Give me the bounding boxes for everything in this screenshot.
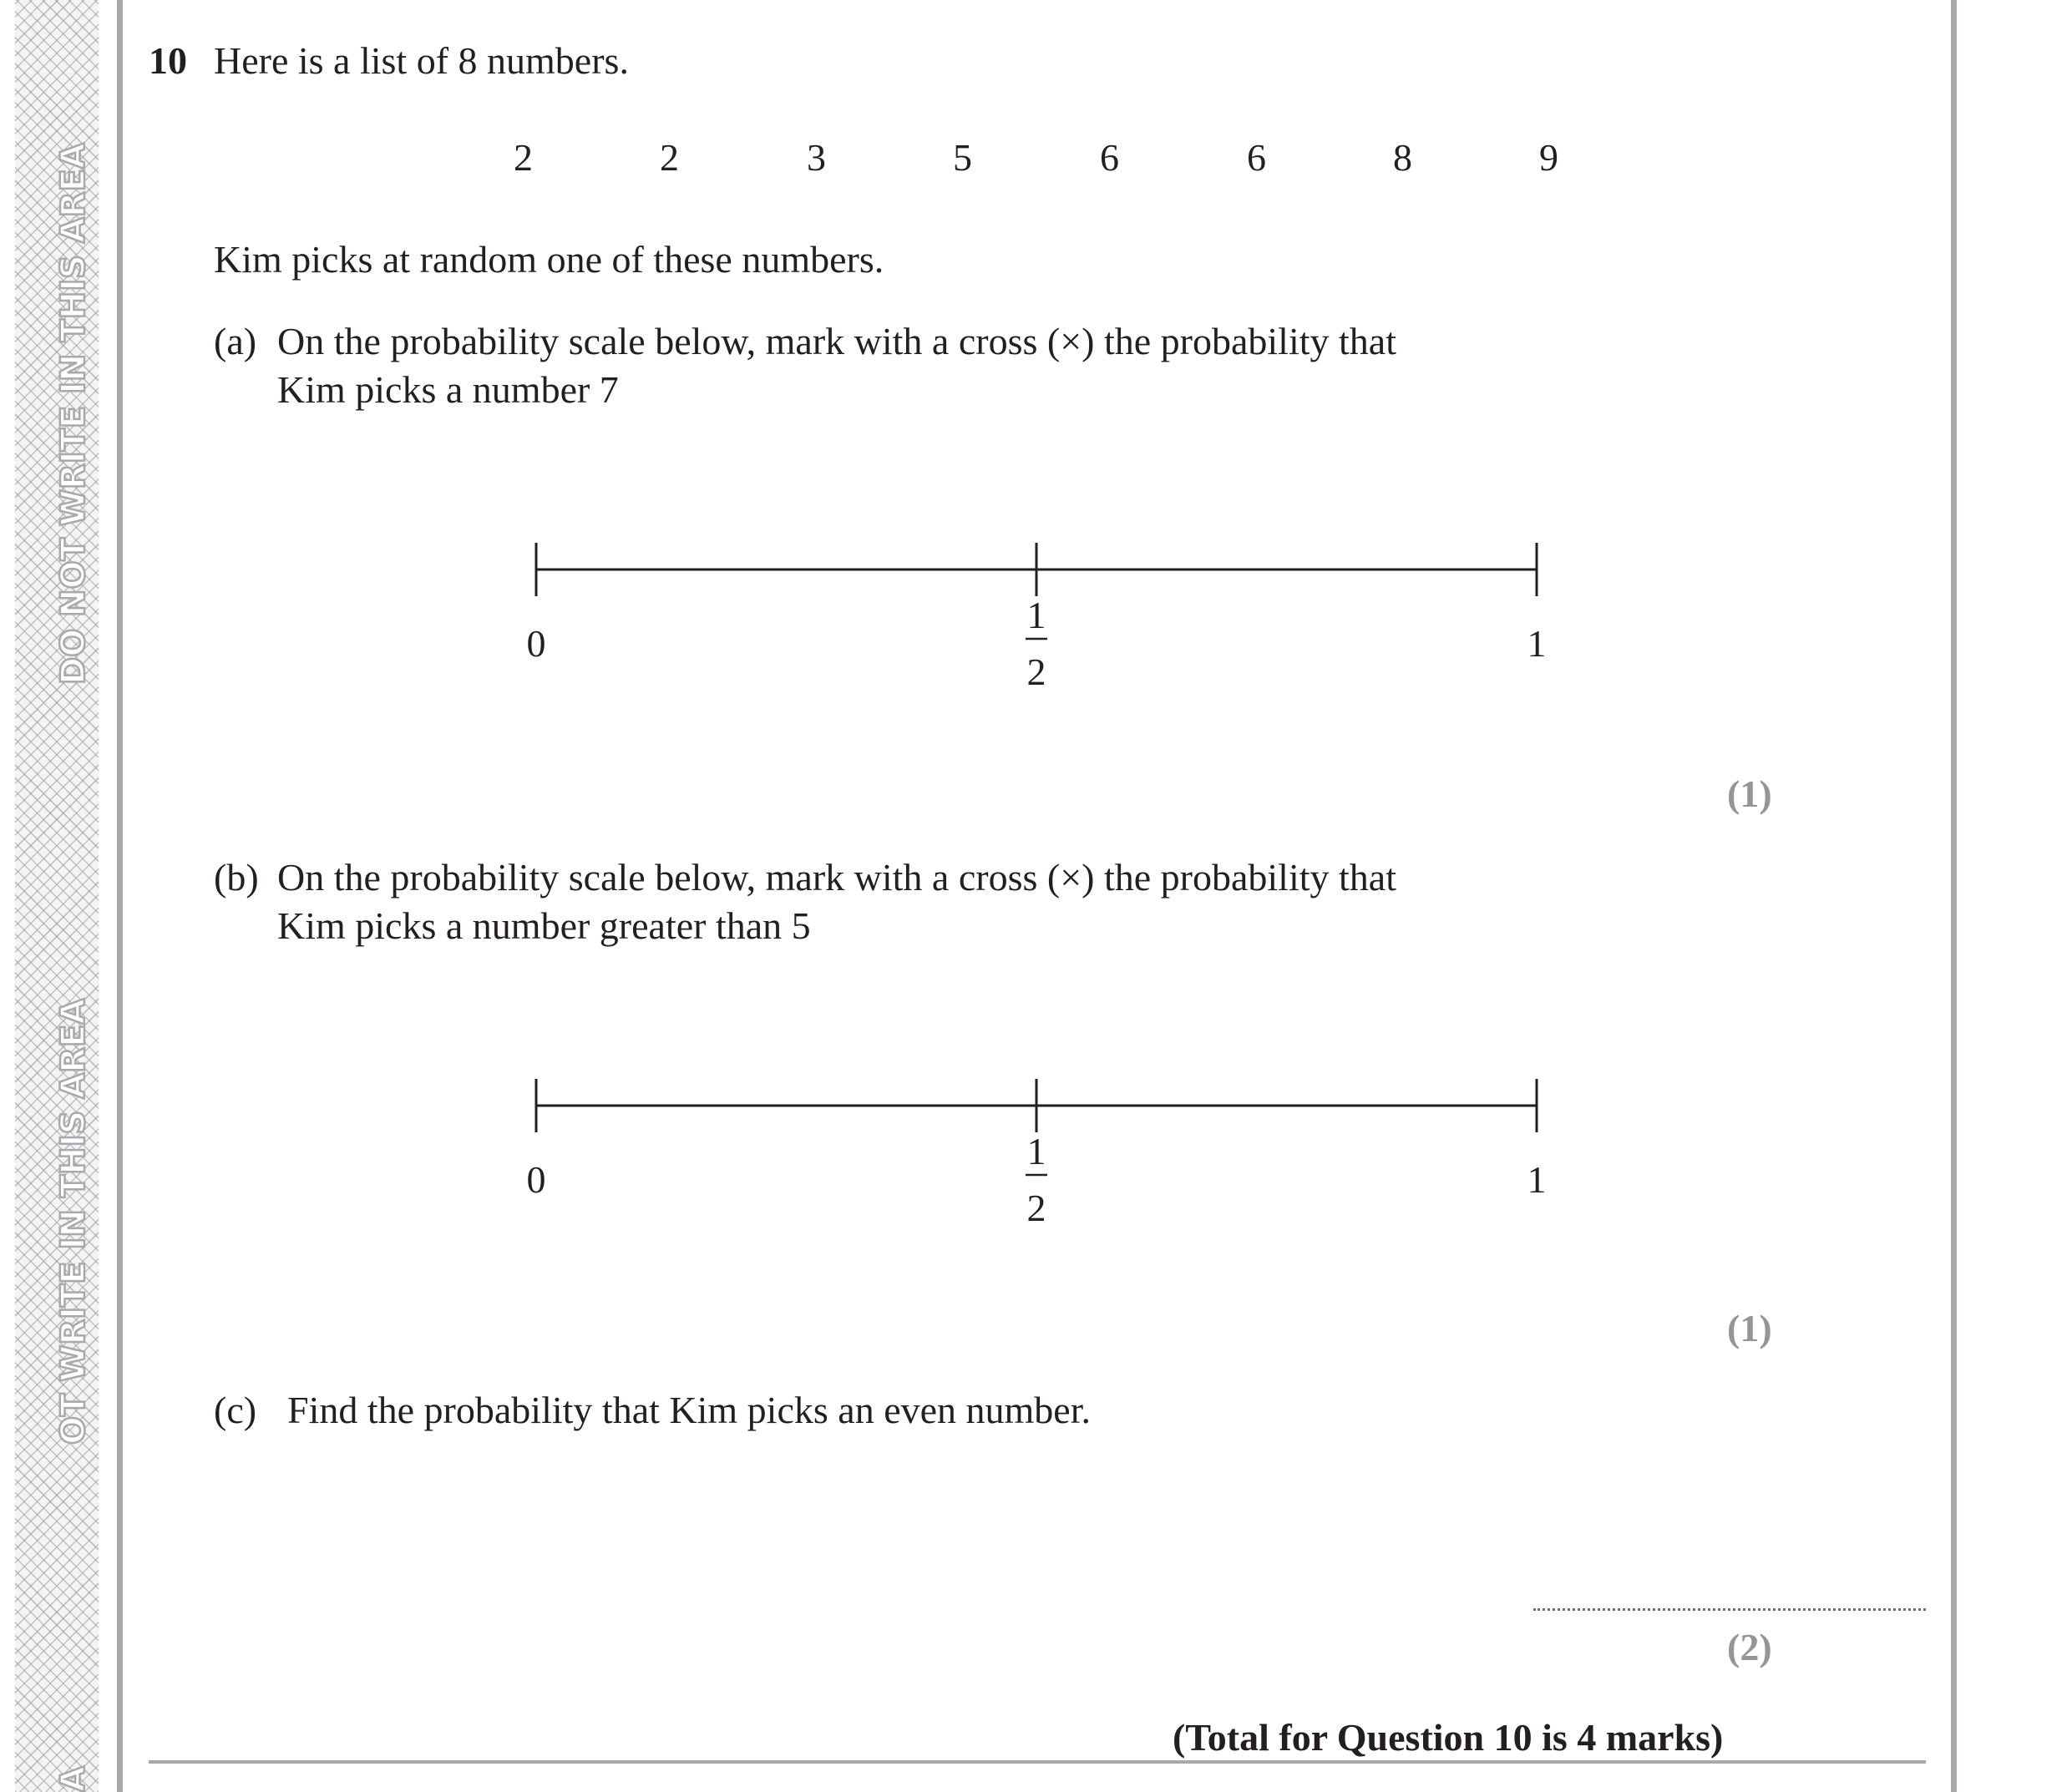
list-number: 3 [807, 136, 826, 179]
part-c-marks: (2) [1727, 1626, 1772, 1668]
left-border-rule [117, 0, 123, 1792]
part-b-text-line2: Kim picks a number greater than 5 [277, 904, 811, 947]
right-border-rule [1951, 0, 1957, 1792]
scale-label-one: 1 [1527, 622, 1547, 665]
question-intro: Here is a list of 8 numbers. [214, 39, 629, 82]
list-number: 2 [660, 136, 679, 179]
list-number: 2 [514, 136, 533, 179]
list-number: 8 [1393, 136, 1412, 179]
part-a-label: (a) [214, 320, 257, 362]
scale-label-half-denominator: 2 [1026, 650, 1046, 693]
margin-warning-middle: OT WRITE IN THIS AREA [54, 998, 93, 1445]
scale-label-half-numerator: 1 [1026, 1130, 1046, 1172]
scale-label-zero: 0 [526, 622, 546, 665]
list-number: 9 [1539, 136, 1558, 179]
part-b-text-line1: On the probability scale below, mark with a cross (×) the probability that [277, 856, 1396, 899]
part-c-text: Find the probability that Kim picks an even number. [287, 1389, 1092, 1431]
bottom-rule [149, 1760, 1926, 1764]
answer-line[interactable] [1533, 1608, 1926, 1611]
part-a-marks: (1) [1727, 772, 1772, 815]
scale-label-zero: 0 [526, 1158, 546, 1201]
scale-label-half-denominator: 2 [1026, 1187, 1046, 1229]
probability-scale-b[interactable] [0, 1071, 2072, 1254]
part-b-marks: (1) [1727, 1307, 1772, 1349]
question-total: (Total for Question 10 is 4 marks) [1173, 1716, 1724, 1759]
scale-label-one: 1 [1527, 1158, 1547, 1201]
part-a-text-line1: On the probability scale below, mark with a cross (×) the probability that [277, 320, 1396, 362]
margin-warning-bottom: A [54, 1766, 93, 1792]
probability-scale-a[interactable] [0, 534, 2072, 718]
list-number: 6 [1247, 136, 1266, 179]
part-a-text-line2: Kim picks a number 7 [277, 368, 619, 411]
question-statement: Kim picks at random one of these numbers. [214, 238, 884, 281]
list-number: 6 [1100, 136, 1119, 179]
part-b-label: (b) [214, 856, 259, 899]
list-number: 5 [953, 136, 972, 179]
question-number: 10 [149, 39, 187, 82]
margin-warning-top: DO NOT WRITE IN THIS AREA [54, 143, 93, 685]
scale-label-half-numerator: 1 [1026, 594, 1046, 636]
part-c-label: (c) [214, 1389, 257, 1431]
